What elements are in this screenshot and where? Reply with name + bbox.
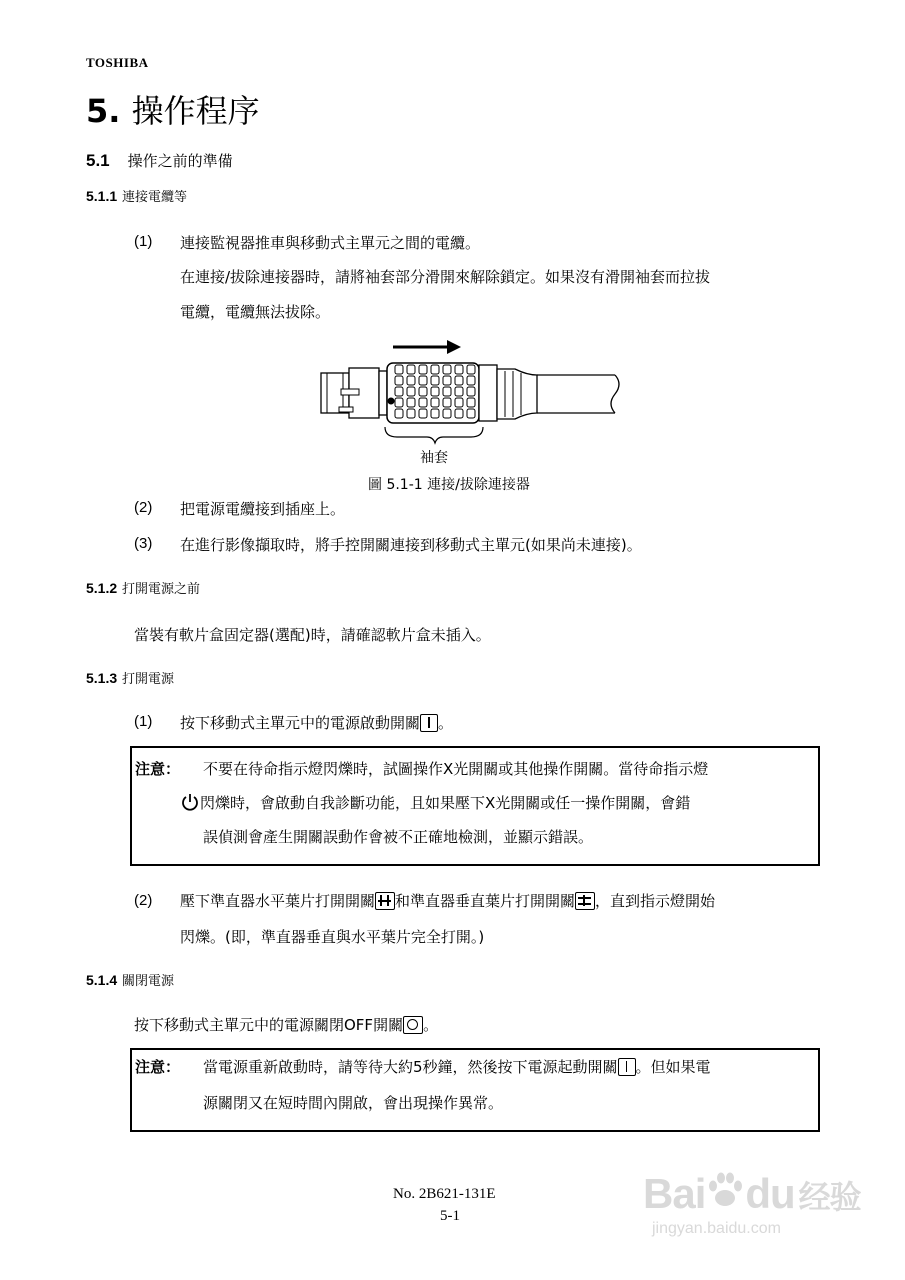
caution-text: 。但如果電	[635, 1058, 711, 1076]
figure-label: 袖套	[420, 450, 448, 466]
caution-line	[203, 1056, 711, 1077]
caution-line: 誤偵測會產生開關誤動作會被不正確地檢測，並顯示錯誤。	[203, 828, 594, 846]
connector-figure	[315, 335, 635, 465]
section-title: 操作之前的準備	[127, 152, 233, 170]
vertical-leaf-key-icon	[575, 892, 595, 910]
paragraph-line	[180, 890, 715, 911]
paragraph-line: 閃爍。(即，準直器垂直與水平葉片完全打開。)	[180, 928, 485, 946]
list-number: (3)	[134, 535, 153, 552]
subsection-number: 5.1.3	[86, 670, 118, 686]
watermark-site-cn: 经验	[798, 1178, 861, 1216]
subsection-title: 連接電纜等	[122, 190, 188, 205]
paragraph-line: 當裝有軟片盒固定器(選配)時，請確認軟片盒未插入。	[134, 626, 491, 644]
subsection-number: 5.1.1	[86, 188, 118, 204]
caution-line	[180, 792, 690, 813]
list-number: (1)	[134, 713, 153, 730]
power-on-key-icon	[618, 1058, 636, 1076]
paragraph-end: 。	[438, 714, 454, 732]
caution-label: 注意：	[135, 760, 181, 778]
paragraph-text: 按下移動式主單元中的電源啟動開關	[180, 714, 421, 732]
chapter-number: 5.	[86, 92, 121, 130]
paragraph-line: 在連接/拔除連接器時，請將袖套部分滑開來解除鎖定。如果沒有滑開袖套而拉拔	[180, 268, 711, 286]
paragraph-line: 連接監視器推車與移動式主單元之間的電纜。	[180, 234, 481, 252]
paragraph-text: 和準直器垂直葉片打開開關	[395, 892, 576, 910]
figure-caption: 圖 5.1-1 連接/拔除連接器	[368, 477, 530, 493]
list-number: (2)	[134, 892, 153, 909]
paw-icon	[705, 1170, 745, 1210]
subsection-heading	[86, 970, 174, 989]
subsection-heading	[86, 186, 187, 205]
chapter-title-text: 操作程序	[131, 92, 260, 130]
paragraph-text: 壓下準直器水平葉片打開開關	[180, 892, 376, 910]
power-off-key-icon	[403, 1016, 423, 1034]
paragraph-line: 在進行影像擷取時，將手控開關連接到移動式主單元(如果尚未連接)。	[180, 536, 642, 554]
caution-label: 注意：	[135, 1058, 181, 1076]
caution-line: 不要在待命指示燈閃爍時，試圖操作X光開關或其他操作開關。當待命指示燈	[203, 760, 709, 778]
section-heading	[86, 150, 233, 171]
paragraph-text: ，直到指示燈開始	[595, 892, 716, 910]
subsection-number: 5.1.2	[86, 580, 118, 596]
paragraph-line	[180, 712, 453, 733]
paragraph-text: 按下移動式主單元中的電源關閉OFF開關	[134, 1016, 404, 1034]
watermark-url: jingyan.baidu.com	[652, 1220, 781, 1237]
subsection-number: 5.1.4	[86, 972, 118, 988]
caution-text: 閃爍時，會啟動自我診斷功能，且如果壓下X光開關或任一操作開關，會錯	[200, 794, 691, 812]
paragraph-line	[134, 1014, 438, 1035]
subsection-heading	[86, 668, 174, 687]
chapter-title	[86, 86, 260, 132]
list-number: (2)	[134, 499, 153, 516]
horizontal-leaf-key-icon	[375, 892, 395, 910]
watermark-logo	[643, 1170, 861, 1218]
list-number: (1)	[134, 233, 153, 250]
power-on-key-icon	[420, 714, 438, 732]
paragraph-end: 。	[423, 1016, 439, 1034]
subsection-title: 打開電源	[122, 672, 175, 687]
brand-logo: TOSHIBA	[86, 55, 149, 70]
watermark-brand: Bai	[643, 1170, 706, 1217]
subsection-title: 關閉電源	[122, 974, 175, 989]
standby-power-icon	[180, 792, 200, 812]
page-number: 5-1	[440, 1208, 460, 1224]
watermark-brand-end: du	[745, 1170, 795, 1217]
document-number: No. 2B621-131E	[393, 1186, 496, 1202]
subsection-heading	[86, 578, 200, 597]
subsection-title: 打開電源之前	[122, 582, 201, 597]
paragraph-line: 電纜，電纜無法拔除。	[180, 303, 331, 321]
section-number: 5.1	[86, 151, 110, 170]
caution-text: 當電源重新啟動時，請等待大約5秒鐘，然後按下電源起動開關	[203, 1058, 618, 1076]
paragraph-line: 把電源電纜接到插座上。	[180, 500, 346, 518]
caution-line: 源關閉又在短時間內開啟，會出現操作異常。	[203, 1094, 504, 1112]
